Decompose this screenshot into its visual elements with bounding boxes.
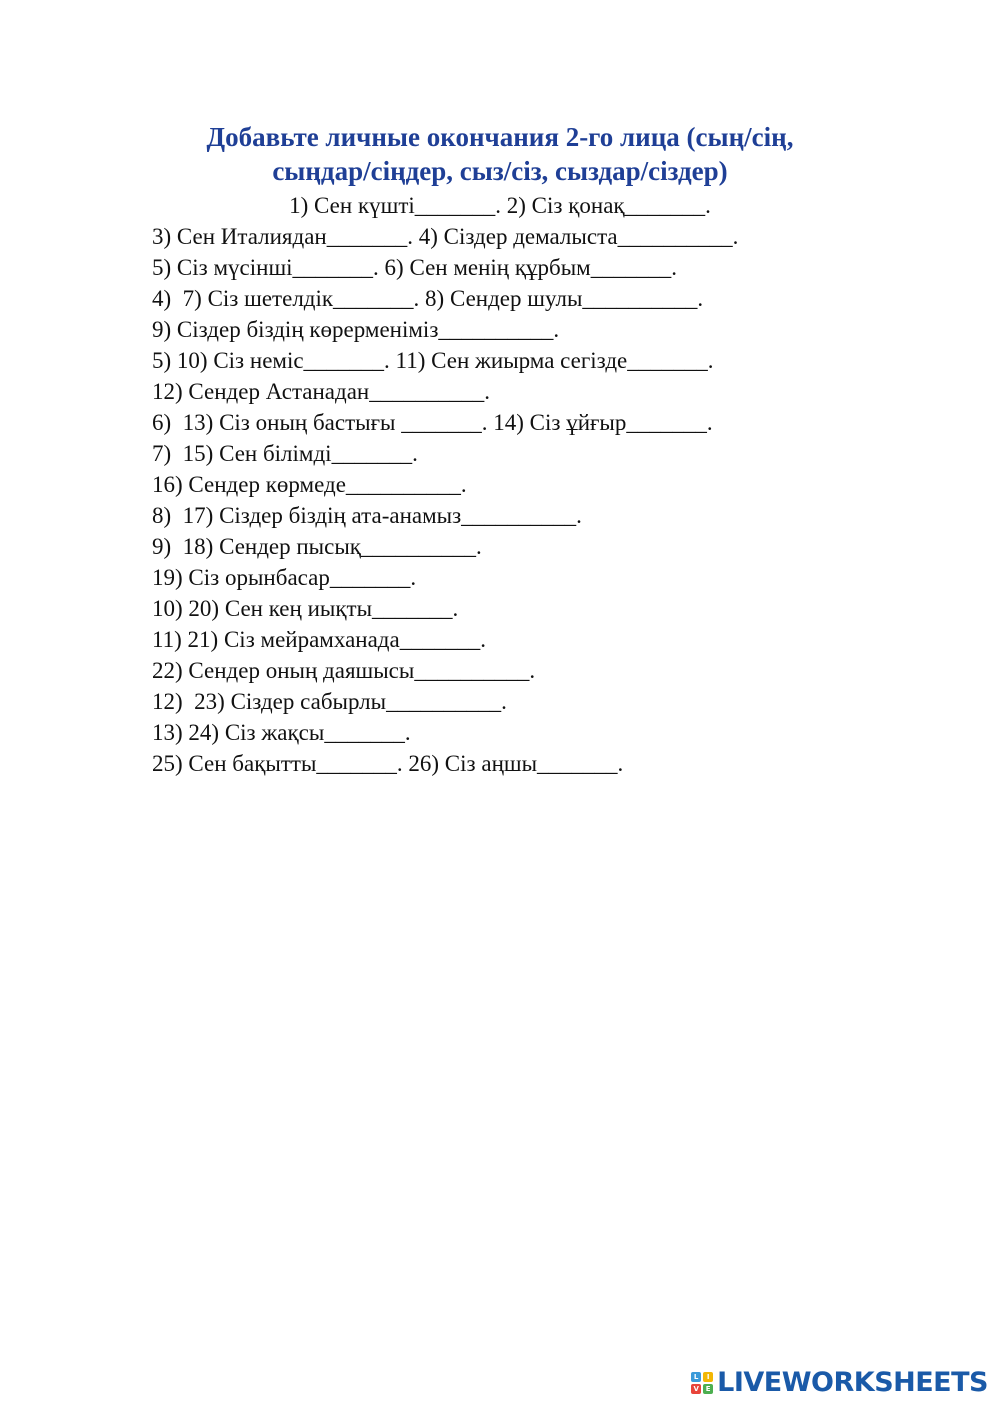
exercise-line: 6) 13) Сіз оның бастығы _______. 14) Сіз ұйғыр_______.: [152, 410, 713, 435]
exercise-line: 9) 18) Сендер пысық__________.: [152, 534, 482, 559]
exercise-line: 11) 21) Сіз мейрамханада_______.: [152, 627, 486, 652]
logo-square: E: [703, 1384, 713, 1394]
title-line-1: Добавьте личные окончания 2-го лица (сың/сің,: [206, 122, 794, 152]
logo-square: V: [691, 1384, 701, 1394]
worksheet-title: [0, 120, 1000, 188]
exercise-line: 19) Сіз орынбасар_______.: [152, 565, 417, 590]
exercise-line: 7) 15) Сен білімді_______.: [152, 441, 418, 466]
exercise-line: 1) Сен күшті_______. 2) Сіз қонақ_______.: [289, 193, 711, 218]
exercise-line: 12) Сендер Астанадан__________.: [152, 379, 490, 404]
exercise-line: 3) Сен Италиядан_______. 4) Сіздер демалыста__________.: [152, 224, 739, 249]
exercise-list: [0, 190, 1000, 779]
exercise-line: 8) 17) Сіздер біздің ата-анамыз__________.: [152, 503, 582, 528]
exercise-line: 4) 7) Сіз шетелдік_______. 8) Сендер шулы__________.: [152, 286, 704, 311]
title-line-2: сыңдар/сіңдер, сыз/сіз, сыздар/сіздер): [272, 156, 728, 186]
logo-square: L: [691, 1372, 701, 1382]
logo-square: I: [703, 1372, 713, 1382]
exercise-line: 25) Сен бақытты_______. 26) Сіз аңшы_______.: [152, 751, 624, 776]
exercise-line: 12) 23) Сіздер сабырлы__________.: [152, 689, 507, 714]
exercise-line: 5) Сіз мүсінші_______. 6) Сен менің құрбым_______.: [152, 255, 677, 280]
exercise-line: 22) Сендер оның даяшысы__________.: [152, 658, 536, 683]
liveworksheets-brand[interactable]: [691, 1367, 988, 1398]
exercise-line: 5) 10) Сіз неміс_______. 11) Сен жиырма сегізде_______.: [152, 348, 714, 373]
exercise-line: 16) Сендер көрмеде__________.: [152, 472, 467, 497]
exercise-line: 10) 20) Сен кең иықты_______.: [152, 596, 459, 621]
exercise-line: 9) Сіздер біздің көрерменіміз__________.: [152, 317, 560, 342]
worksheet: [0, 120, 1000, 779]
brand-name: LIVEWORKSHEETS: [717, 1367, 988, 1398]
exercise-line: 13) 24) Сіз жақсы_______.: [152, 720, 411, 745]
liveworksheets-logo-icon: [691, 1372, 713, 1394]
